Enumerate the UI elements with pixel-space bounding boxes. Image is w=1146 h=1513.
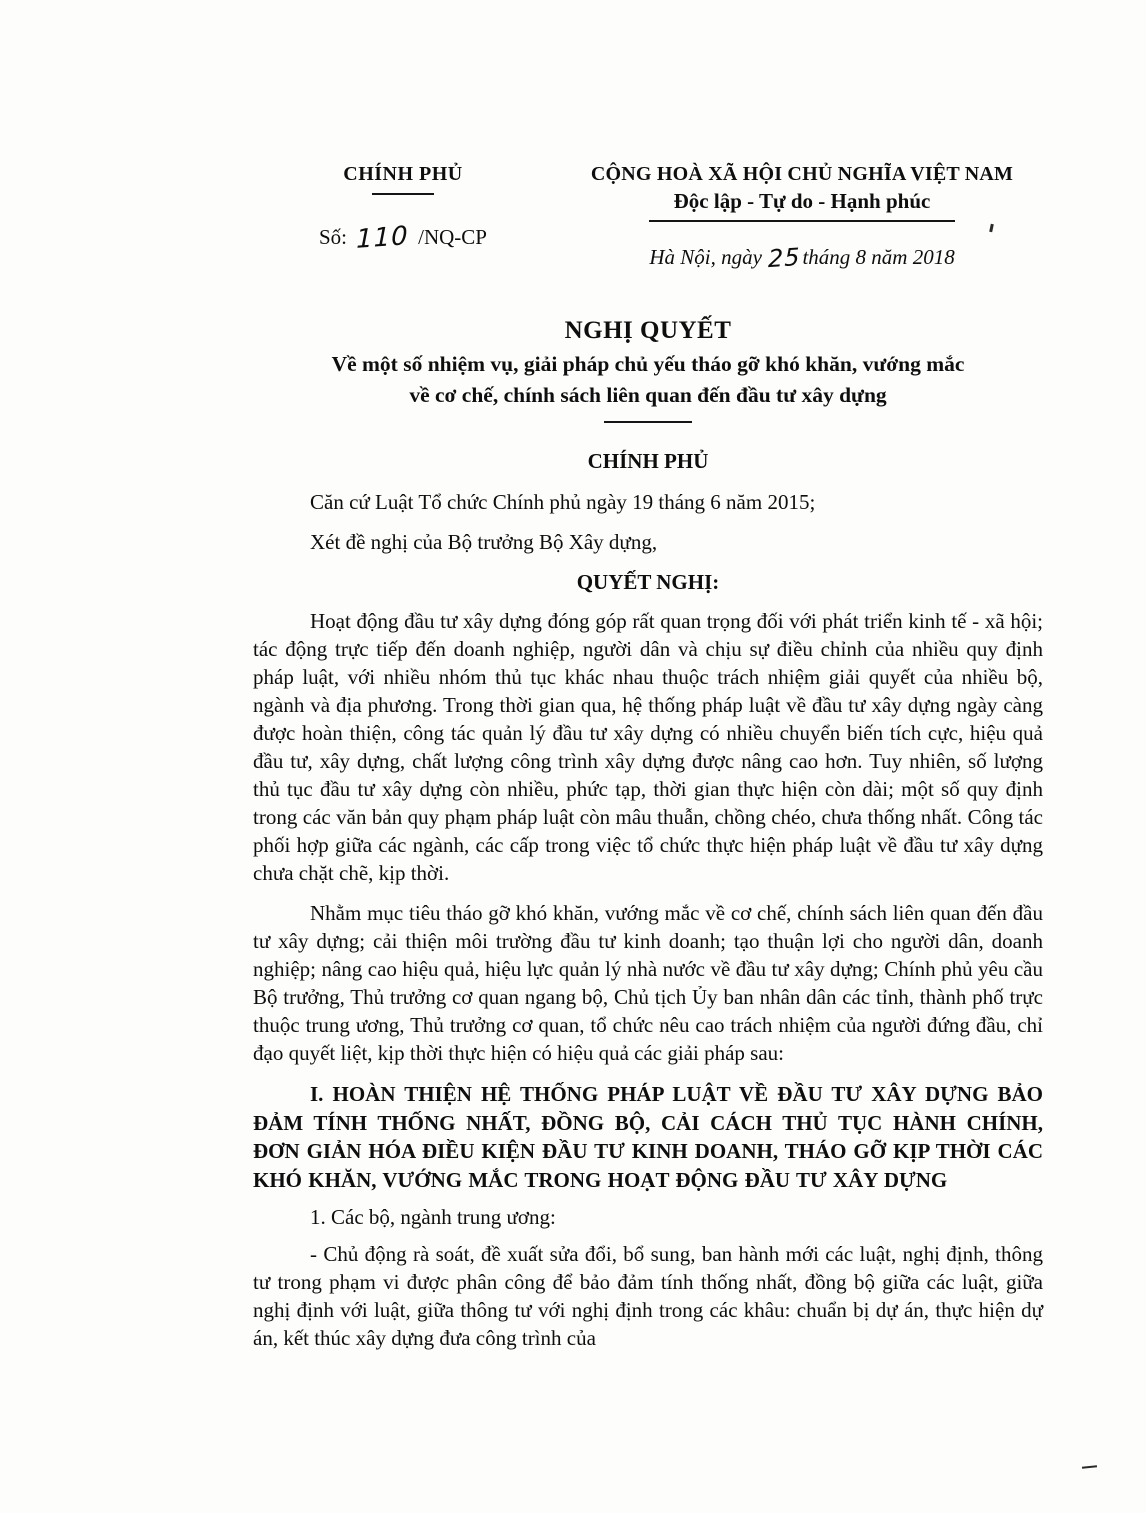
section-1-item-1: 1. Các bộ, ngành trung ương:: [310, 1205, 556, 1229]
place-dateline: [563, 242, 1041, 274]
dateline-post: tháng 8 năm 2018: [802, 245, 955, 269]
scan-artifact-dash: [1082, 1465, 1097, 1469]
body-paragraph-2: Nhằm mục tiêu tháo gỡ khó khăn, vướng mắc về cơ chế, chính sách liên quan đến đầu tư xây dựng; cải thiện môi trường đầu tư kinh doanh; tạo thuận lợi cho người dân, doanh nghiệp; nâng cao hiệu quả, hiệu lực quản lý nhà nước về đầu tư xây dựng; Chính phủ yêu cầu Bộ trưởng, Thủ trưởng cơ quan ngang bộ, Chủ tịch Ủy ban nhân dân các tỉnh, thành phố trực thuộc trung ương, Thủ trưởng cơ quan, tổ chức nêu cao trách nhiệm của người đứng đầu, chỉ đạo quyết liệt, kịp thời thực hiện có hiệu quả các giải pháp sau:: [253, 901, 1043, 1065]
motto-divider: [649, 220, 955, 222]
preamble: [253, 488, 1043, 556]
document-subtitle: [253, 349, 1043, 411]
letterhead-national: [563, 163, 1041, 274]
section-1-heading: I. HOÀN THIỆN HỆ THỐNG PHÁP LUẬT VỀ ĐẦU TƯ XÂY DỰNG BẢO ĐẢM TÍNH THỐNG NHẤT, ĐỒNG BỘ, CẢI CÁCH THỦ TỤC HÀNH CHÍNH, ĐƠN GIẢN HÓA ĐIỀU KIỆN ĐẦU TƯ KINH DOANH, THÁO GỠ KỊP THỜI CÁC KHÓ KHĂN, VƯỚNG MẮC TRONG HOẠT ĐỘNG ĐẦU TƯ XÂY DỰNG: [253, 1082, 1043, 1192]
document-number: [253, 221, 553, 255]
dateline-day-handwritten: 25: [767, 242, 801, 274]
title-divider: [604, 421, 692, 423]
dateline-pre: Hà Nội, ngày: [649, 245, 762, 269]
document-number-handwritten: 110: [356, 221, 409, 255]
document-type-title: NGHỊ QUYẾT: [564, 317, 732, 344]
section-1-item-1-bullet: - Chủ động rà soát, đề xuất sửa đổi, bổ sung, ban hành mới các luật, nghị định, thông tư trong phạm vi được phân công để bảo đảm tính thống nhất, đồng bộ giữa các luật, giữa nghị định với luật, giữa thông tư với nghị định trong các khâu: chuẩn bị dự án, thực hiện dự án, kết thúc xây dựng đưa công trình của: [253, 1242, 1043, 1350]
preamble-proposal-line: Xét đề nghị của Bộ trưởng Bộ Xây dựng,: [310, 530, 658, 554]
document-number-label: Số:: [318, 225, 347, 249]
issuer-heading: CHÍNH PHỦ: [587, 449, 709, 473]
document-title-block: [253, 317, 1043, 423]
letterhead-issuing-org: [253, 163, 553, 270]
national-motto: Độc lập - Tự do - Hạnh phúc: [673, 189, 931, 213]
body-paragraph-1: Hoạt động đầu tư xây dựng đóng góp rất quan trọng đối với phát triển kinh tế - xã hội; tác động trực tiếp đến doanh nghiệp, người dân và chịu sự điều chỉnh của nhiều quy định pháp luật, với nhiều nhóm thủ tục khác nhau thuộc trách nhiệm giải quyết của nhiều bộ, ngành và địa phương. Trong thời gian qua, hệ thống pháp luật về đầu tư xây dựng ngày càng được hoàn thiện, công tác quản lý đầu tư xây dựng có nhiều chuyển biến tích cực, hiệu quả đầu tư, xây dựng, chất lượng công trình xây dựng được nâng cao hơn. Tuy nhiên, số lượng thủ tục đầu tư xây dựng còn nhiều, phức tạp, thời gian thực hiện còn dài; một số quy định trong các văn bản quy phạm pháp luật còn mâu thuẫn, chồng chéo, chưa thống nhất. Công tác phối hợp giữa các ngành, các cấp trong việc tổ chức thực hiện pháp luật về đầu tư xây dựng chưa chặt chẽ, kịp thời.: [253, 609, 1043, 885]
preamble-basis-line: Căn cứ Luật Tổ chức Chính phủ ngày 19 tháng 6 năm 2015;: [310, 490, 816, 514]
country-name: CỘNG HOÀ XÃ HỘI CHỦ NGHĨA VIỆT NAM: [590, 163, 1014, 185]
resolve-heading: QUYẾT NGHỊ:: [576, 570, 720, 594]
document-number-suffix: /NQ-CP: [418, 225, 487, 249]
org-name: CHÍNH PHỦ: [343, 163, 463, 185]
letterhead: [0, 0, 1146, 274]
org-divider: [372, 193, 434, 195]
document-subtitle-line1: Về một số nhiệm vụ, giải pháp chủ yếu tháo gỡ khó khăn, vướng mắc: [331, 352, 965, 376]
document-subtitle-line2: về cơ chế, chính sách liên quan đến đầu tư xây dựng: [409, 383, 887, 407]
